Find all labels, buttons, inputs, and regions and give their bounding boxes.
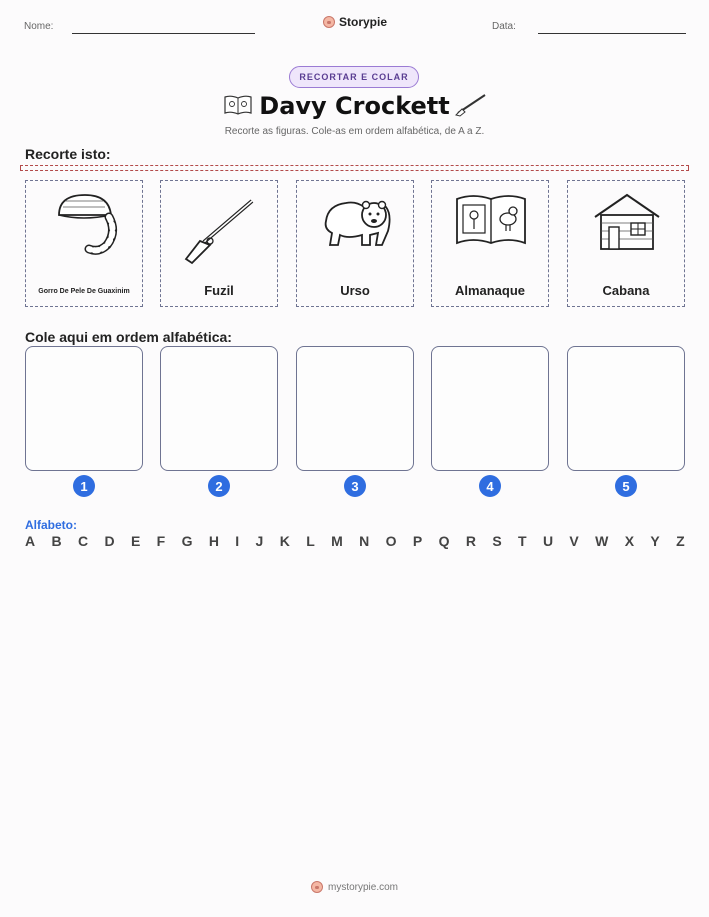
alphabet-letter: T [518, 533, 527, 549]
coonskin-cap-icon [45, 187, 125, 262]
rifle-icon [180, 187, 260, 267]
alphabet-letter: H [208, 533, 219, 549]
alphabet-letter: O [385, 533, 397, 549]
storypie-logo [323, 15, 387, 29]
paste-slot-5[interactable] [567, 346, 685, 471]
alphabet-letter: Y [650, 533, 660, 549]
alphabet-letter: M [331, 533, 343, 549]
pig-icon [311, 881, 323, 893]
footer [0, 881, 709, 893]
paste-section-label: Cole aqui em ordem alfabética: [25, 329, 232, 345]
slot-number: 1 [73, 475, 95, 497]
alphabet-letter: Z [676, 533, 685, 549]
slot-number: 5 [615, 475, 637, 497]
alphabet-letter: V [569, 533, 579, 549]
alphabet-letter: N [359, 533, 370, 549]
alphabet-letter: L [306, 533, 315, 549]
alphabet-letter: J [255, 533, 264, 549]
paste-slot-2[interactable] [160, 346, 278, 471]
cut-card-cabin[interactable] [567, 180, 685, 307]
alphabet-letter: D [104, 533, 115, 549]
instructions: Recorte as figuras. Cole-as em ordem alfabética, de A a Z. [224, 126, 485, 137]
bear-icon [316, 187, 396, 259]
card-label: Almanaque [454, 283, 526, 298]
paste-slot-3[interactable] [296, 346, 414, 471]
cut-card-bear[interactable] [296, 180, 414, 307]
name-label: Nome: [24, 21, 54, 32]
alphabet-letter: E [130, 533, 141, 549]
alphabet-label: Alfabeto: [25, 518, 77, 532]
card-label: Gorro De Pele De Guaxinim [38, 288, 130, 295]
page-title: Davy Crockett [259, 92, 450, 120]
alphabet-letter: S [492, 533, 502, 549]
cut-card-almanac[interactable] [431, 180, 549, 307]
logo-text: Storypie [339, 15, 388, 29]
pig-icon [323, 16, 335, 28]
alphabet-letter: X [624, 533, 635, 549]
slot-number: 3 [344, 475, 366, 497]
alphabet-letter: Q [438, 533, 450, 549]
alphabet-letter: W [595, 533, 609, 549]
alphabet-letter: K [279, 533, 290, 549]
slot-number: 2 [208, 475, 230, 497]
cut-card-coonskin-cap[interactable] [25, 180, 143, 307]
rifle-small-icon [454, 91, 488, 117]
date-label: Data: [492, 21, 516, 32]
almanac-icon [451, 187, 531, 259]
date-line [538, 33, 686, 34]
alphabet-letter: A [25, 533, 36, 549]
alphabet-letter: P [412, 533, 423, 549]
cut-card-rifle[interactable] [160, 180, 278, 307]
slot-number: 4 [479, 475, 501, 497]
cut-section-label: Recorte isto: [25, 146, 111, 162]
activity-badge: RECORTAR E COLAR [289, 66, 419, 88]
alphabet-letter: R [465, 533, 476, 549]
paste-slot-4[interactable] [431, 346, 549, 471]
alphabet-letter: F [156, 533, 166, 549]
card-label: Cabana [602, 283, 650, 298]
paste-slot-1[interactable] [25, 346, 143, 471]
cut-line [20, 165, 689, 171]
alphabet-letter: G [181, 533, 193, 549]
card-label: Fuzil [204, 283, 234, 298]
card-label: Urso [340, 283, 370, 298]
alphabet-letter: I [235, 533, 240, 549]
name-line [72, 33, 255, 34]
cabin-icon [587, 187, 667, 259]
alphabet-letter: U [542, 533, 554, 549]
alphabet-row [25, 533, 685, 549]
alphabet-letter: C [77, 533, 89, 549]
footer-url: mystorypie.com [327, 881, 398, 893]
alphabet-letter: B [51, 533, 62, 549]
